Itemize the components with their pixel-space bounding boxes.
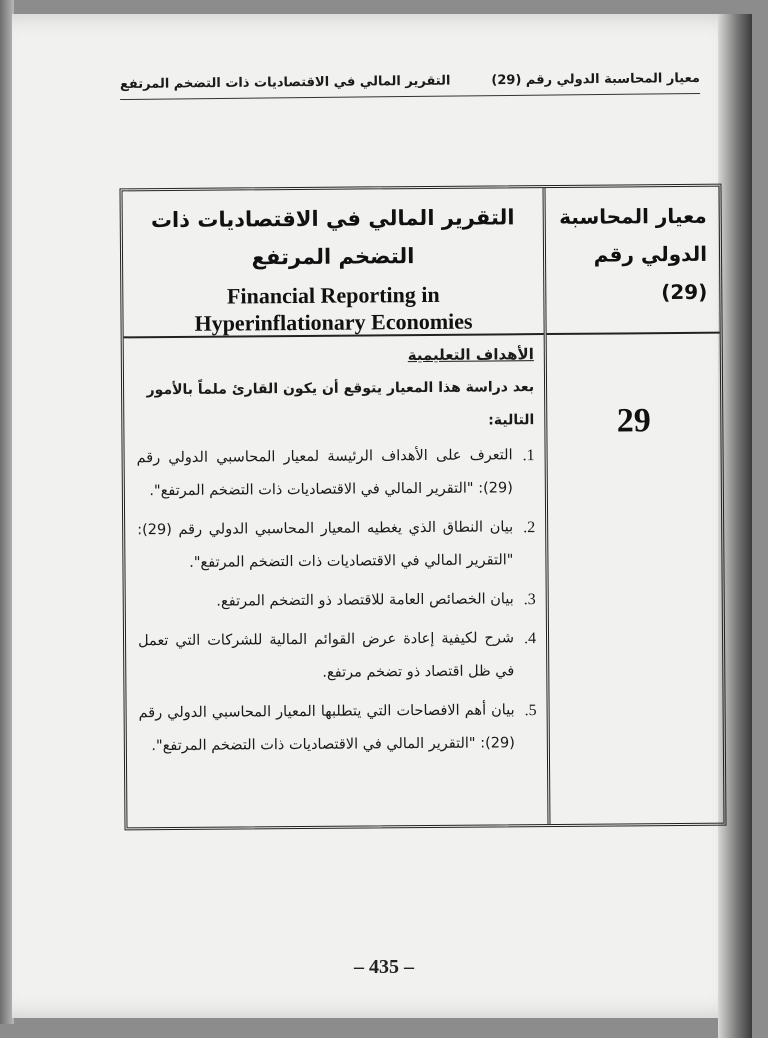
list-item bbox=[138, 694, 537, 763]
running-header-left: التقرير المالي في الاقتصاديات ذات التضخم المرتفع bbox=[119, 73, 451, 93]
objectives-list bbox=[136, 439, 537, 763]
list-item bbox=[136, 439, 535, 508]
item-number: 1. bbox=[522, 447, 535, 465]
standard-column bbox=[542, 187, 723, 824]
list-item bbox=[137, 511, 536, 580]
item-number: 3. bbox=[523, 591, 536, 609]
list-item bbox=[138, 622, 537, 691]
running-header-right: معيار المحاسبة الدولي رقم (29) bbox=[491, 70, 701, 89]
item-text: شرح لكيفية إعادة عرض القوائم المالية للشركات التي تعمل في ظل اقتصاد ذو تضخم مرتفع. bbox=[137, 630, 515, 681]
title-cell bbox=[123, 188, 544, 338]
objectives-intro: بعد دراسة هذا المعيار يتوقع أن يكون القارئ ملماً بالأمور التالية: bbox=[146, 379, 535, 429]
item-text: بيان أهم الافصاحات التي يتطلبها المعيار المحاسبي الدولي رقم (29): "التقرير المالي في الاقتصاديات ذات التضخم المرتفع". bbox=[138, 702, 515, 755]
title-arabic: التقرير المالي في الاقتصاديات ذات التضخم المرتفع bbox=[150, 205, 515, 270]
item-text: التعرف على الأهداف الرئيسة لمعيار المحاسبي الدولي رقم (29): "التقرير المالي في الاقتصاديات ذات التضخم المرتفع". bbox=[136, 447, 513, 500]
item-text: بيان الخصائص العامة للاقتصاد ذو التضخم المرتفع. bbox=[216, 591, 514, 610]
title-english-line1: Financial Reporting in bbox=[226, 281, 440, 309]
standard-table bbox=[119, 184, 726, 831]
list-item bbox=[138, 583, 536, 619]
page-number: – 435 – bbox=[354, 956, 414, 978]
title-english-line2: Hyperinflationary Economies bbox=[194, 308, 473, 336]
standard-number: 29 bbox=[616, 402, 651, 440]
standard-label: معيار المحاسبة الدولي رقم (29) bbox=[545, 187, 719, 335]
objectives-heading: الأهداف التعليمية bbox=[407, 345, 534, 365]
item-text: بيان النطاق الذي يغطيه المعيار المحاسبي الدولي رقم (29): "التقرير المالي في الاقتصاديات ذات التضخم المرتفع". bbox=[137, 519, 514, 571]
objectives-section bbox=[124, 335, 547, 763]
content-column bbox=[123, 188, 548, 827]
item-number: 5. bbox=[524, 702, 537, 720]
item-number: 2. bbox=[523, 519, 536, 537]
item-number: 4. bbox=[523, 630, 537, 648]
